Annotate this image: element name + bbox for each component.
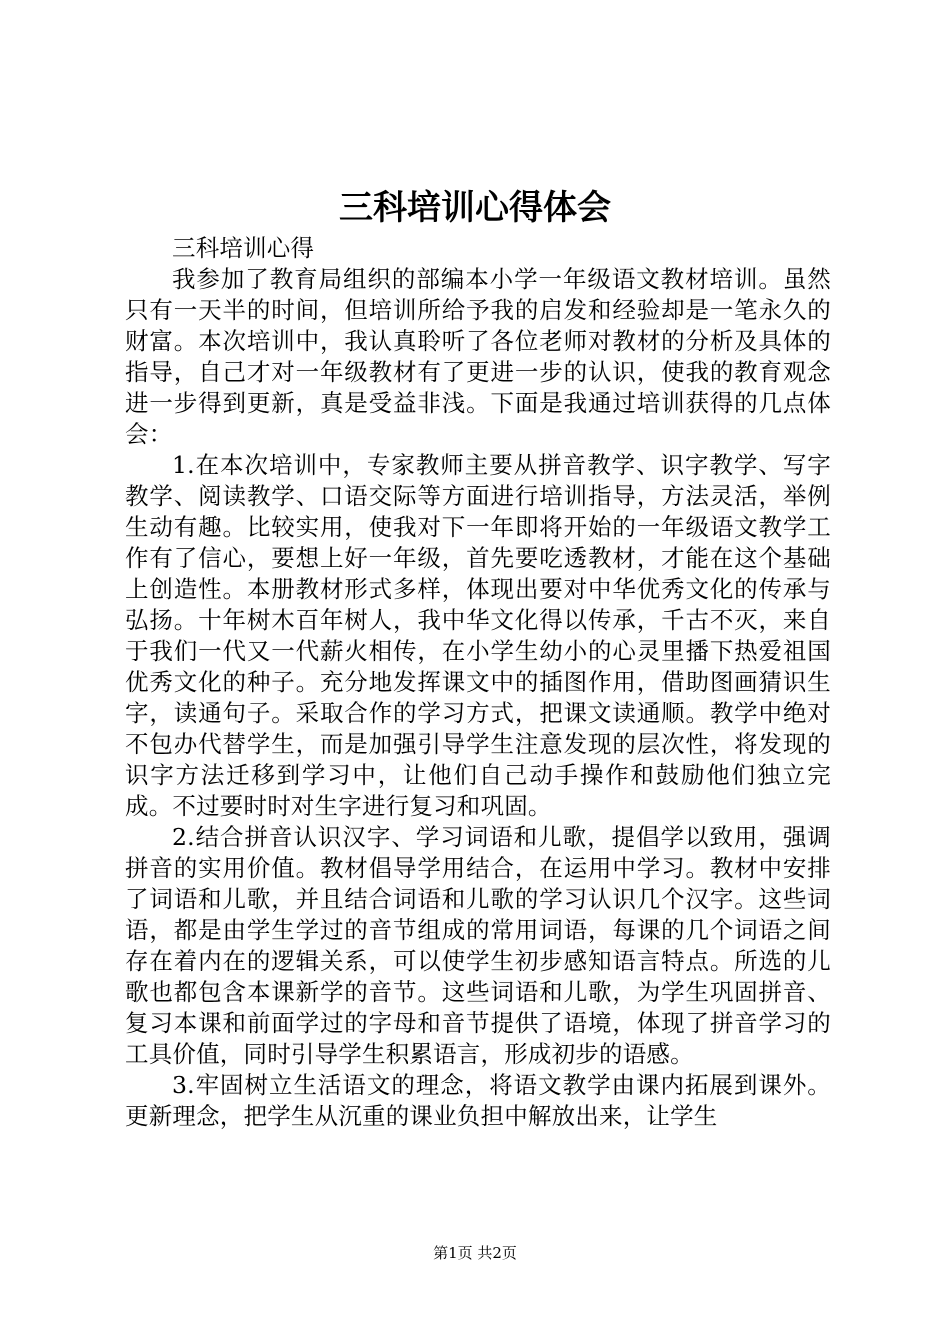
page-number-footer: 第1页 共2页 (433, 1244, 517, 1262)
paragraph-point-2: 2.结合拼音认识汉字、学习词语和儿歌，提倡学以致用，强调拼音的实用价值。教材倡导学用结合，在运用中学习。教材中安排了词语和儿歌，并且结合词语和儿歌的学习认识几个汉字。这些词语，都是由学生学过的音节组成的常用词语，每课的几个词语之间存在着内在的逻辑关系，可以使学生初步感知语言特点。所选的儿歌也都包含本课新学的音节。这些词语和儿歌，为学生巩固拼音、复习本课和前面学过的字母和音节提供了语境，体现了拼音学习的工具价值，同时引导学生积累语言，形成初步的语感。 (125, 823, 831, 1068)
document-title: 三科培训心得体会 (339, 188, 611, 228)
paragraph-point-3: 3.牢固树立生活语文的理念，将语文教学由课内拓展到课外。更新理念，把学生从沉重的课业负担中解放出来，让学生 (125, 1071, 831, 1130)
paragraph-intro: 我参加了教育局组织的部编本小学一年级语文教材培训。虽然只有一天半的时间，但培训所给予我的启发和经验却是一笔永久的财富。本次培训中，我认真聆听了各位老师对教材的分析及具体的指导，自己才对一年级教材有了更进一步的认识，使我的教育观念进一步得到更新，真是受益非浅。下面是我通过培训获得的几点体会： (125, 265, 831, 448)
paragraph-subtitle: 三科培训心得 (172, 234, 315, 262)
document-body (125, 233, 831, 1132)
paragraph-point-1: 1.在本次培训中，专家教师主要从拼音教学、识字教学、写字教学、阅读教学、口语交际等方面进行培训指导，方法灵活，举例生动有趣。比较实用，使我对下一年即将开始的一年级语文教学工作有了信心，要想上好一年级，首先要吃透教材，才能在这个基础上创造性。本册教材形式多样，体现出要对中华优秀文化的传承与弘扬。十年树木百年树人，我中华文化得以传承，千古不灭，来自于我们一代又一代薪火相传，在小学生幼小的心灵里播下热爱祖国优秀文化的种子。充分地发挥课文中的插图作用，借助图画猜识生字，读通句子。采取合作的学习方式，把课文读通顺。教学中绝对不包办代替学生，而是加强引导学生注意发现的层次性，将发现的识字方法迁移到学习中，让他们自己动手操作和鼓励他们独立完成。不过要时时对生字进行复习和巩固。 (125, 451, 831, 820)
